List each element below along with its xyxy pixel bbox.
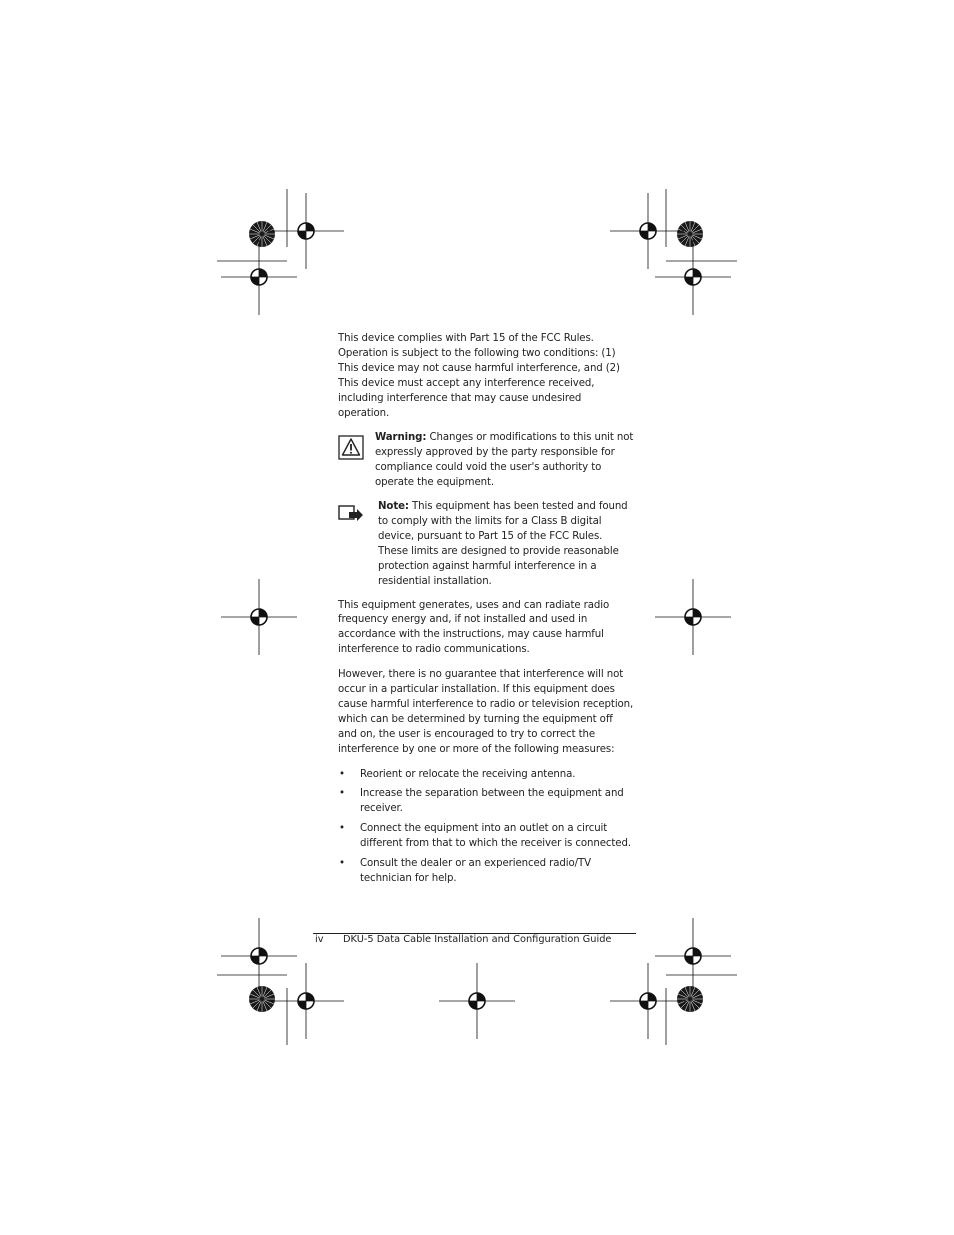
paragraph-measures: However, there is no guarantee that interference will not occur in a particular installation. If this equipment does cause harmful interference to radio or television reception, which can be determined by turning the equipment off and on, the user is encouraged to try to correct the interference by one or more of the following measures: bbox=[338, 669, 634, 755]
paragraph-radio-energy: This equipment generates, uses and can radiate radio frequency energy and, if not installed and used in accordance with the instructions, may cause harmful interference to radio communications. bbox=[338, 599, 610, 656]
note-hand-icon bbox=[338, 504, 364, 530]
registration-mark-icon bbox=[655, 918, 731, 994]
list-item: • Reorient or relocate the receiving antenna. bbox=[338, 768, 634, 783]
warning-text: Changes or modifications to this unit not expressly approved by the party responsible for compliance could void the user's authority to operate the equipment. bbox=[375, 432, 634, 489]
list-item: • Increase the separation between the equipment and receiver. bbox=[339, 788, 624, 815]
registration-mark-icon bbox=[655, 579, 731, 655]
registration-mark-icon bbox=[610, 193, 686, 269]
measures-list bbox=[338, 768, 634, 887]
list-item: • Connect the equipment into an outlet on a circuit different from that to which the receiver is connected. bbox=[339, 823, 631, 850]
bullet-icon: • bbox=[339, 823, 345, 835]
page-number: iv bbox=[315, 934, 324, 945]
color-bar-target-icon bbox=[249, 986, 275, 1012]
color-bar-target-icon bbox=[249, 221, 275, 247]
bullet-icon: • bbox=[339, 768, 345, 780]
note-callout bbox=[338, 500, 634, 589]
bullet-icon: • bbox=[339, 858, 345, 870]
registration-mark-icon bbox=[268, 963, 344, 1039]
registration-mark-icon bbox=[439, 963, 515, 1039]
registration-mark-icon bbox=[268, 193, 344, 269]
paragraph-fcc-compliance: This device complies with Part 15 of the FCC Rules. Operation is subject to the following two conditions: (1) This device may not cause harmful interference, and (2) This device must accept any interference received, including interference that may cause undesired operation. bbox=[338, 333, 620, 419]
warning-label: Warning: bbox=[375, 432, 427, 444]
page-body bbox=[338, 332, 634, 892]
registration-mark-icon bbox=[610, 963, 686, 1039]
warning-callout bbox=[338, 431, 634, 491]
list-item: • Consult the dealer or an experienced radio/TV technician for help. bbox=[339, 858, 591, 884]
bullet-icon: • bbox=[339, 788, 345, 800]
registration-mark-icon bbox=[221, 239, 297, 315]
note-label: Note: bbox=[378, 501, 409, 513]
color-bar-target-icon bbox=[677, 986, 703, 1012]
footer-title: DKU-5 Data Cable Installation and Configuration Guide bbox=[343, 934, 612, 945]
registration-mark-icon bbox=[221, 579, 297, 655]
warning-triangle-icon bbox=[338, 435, 364, 466]
registration-mark-icon bbox=[655, 239, 731, 315]
registration-mark-icon bbox=[221, 918, 297, 994]
color-bar-target-icon bbox=[677, 221, 703, 247]
note-text: This equipment has been tested and found to comply with the limits for a Class B digital device, pursuant to Part 15 of the FCC Rules. These limits are designed to provide reasonable protection against harmful interference in a residential installation. bbox=[378, 501, 628, 587]
